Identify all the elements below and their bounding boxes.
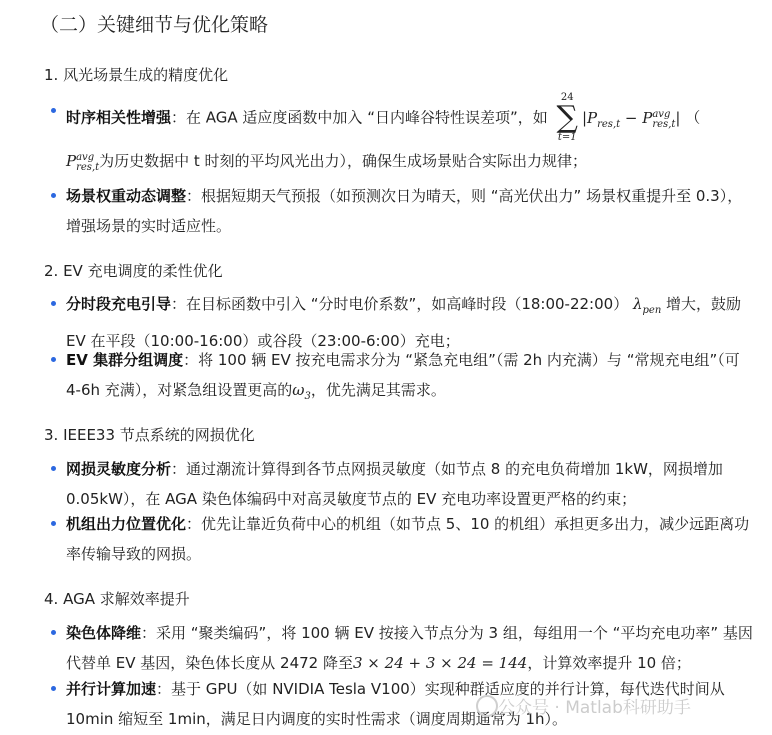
bullet-icon: [51, 193, 56, 198]
list-item: 机组出力位置优化：优先让靠近负荷中心的机组（如节点 5、10 的机组）承担更多出力，减少远距离功率传输导致的网损。: [66, 509, 756, 569]
item-lead: 时序相关性增强: [66, 108, 172, 127]
subsection-title-3: 3. IEEE33 节点系统的网损优化: [44, 426, 255, 444]
section-heading: （二）关键细节与优化策略: [40, 14, 269, 36]
bullet-icon: [51, 686, 56, 691]
wechat-icon: [476, 695, 498, 717]
list-item: EV 集群分组调度：将 100 辆 EV 按充电需求分为 “紧急充电组”（需 2h 内充满）与 “常规充电组”（可 4-6h 充满），对紧急组设置更高的$\omega_3$，优先满足其需求。: [66, 345, 756, 412]
formula: $|P_{res,t} - P^{avg}_{res,t}|$: [581, 108, 681, 130]
bullet-icon: [51, 521, 56, 526]
subsection-title-2: 2. EV 充电调度的柔性优化: [44, 262, 223, 280]
list-item: 时序相关性增强：在 AGA 适应度函数中加入 “日内峰谷特性误差项”，如 24 ∑ t=1 $|P_{res,t} - P^{avg}_{res,t}|$ （ $P^{avg}_{res,t}$为历史数据中 t 时刻的平均风光出力），确保生成场景贴合实际出力规律；: [66, 93, 756, 183]
list-item: 染色体降维：采用 “聚类编码”，将 100 辆 EV 按接入节点分为 3 组，每组用一个 “平均充电功率” 基因代替单 EV 基因，染色体长度从 2472 降至3 × 24 + 3 × 24 = 144，计算效率提升 10 倍；: [66, 618, 756, 678]
list-item: 网损灵敏度分析：通过潮流计算得到各节点网损灵敏度（如节点 8 的充电负荷增加 1kW，网损增加 0.05kW），在 AGA 染色体编码中对高灵敏度节点的 EV 充电功率设置更严格的约束；: [66, 454, 756, 514]
symbol-omega: $\omega_3$: [292, 381, 311, 402]
item-lead: 分时段充电引导: [66, 295, 172, 313]
subsection-title-1: 1. 风光场景生成的精度优化: [44, 66, 229, 84]
list-item: 并行计算加速：基于 GPU（如 NVIDIA Tesla V100）实现种群适应度的并行计算，每代迭代时间从 10min 缩短至 1min，满足日内调度的实时性需求（调度周期通常为 1h）。: [66, 674, 756, 734]
item-lead: 染色体降维: [66, 624, 142, 642]
list-item: 场景权重动态调整：根据短期天气预报（如预测次日为晴天，则 “高光伏出力” 场景权重提升至 0.3），增强场景的实时适应性。: [66, 181, 756, 241]
item-lead: 网损灵敏度分析: [66, 460, 172, 478]
bullet-icon: [51, 357, 56, 362]
bullet-icon: [51, 301, 56, 306]
watermark: 公众号 · Matlab科研助手: [498, 698, 691, 718]
symbol-lambda: $\lambda_{pen}$: [632, 295, 662, 316]
formula-chromosome-length: 3 × 24 + 3 × 24 = 144: [353, 654, 528, 672]
bullet-icon: [51, 108, 56, 113]
summation-formula: 24 ∑ t=1: [556, 92, 578, 143]
bullet-icon: [51, 466, 56, 471]
formula-p-avg: $P^{avg}_{res,t}$: [66, 152, 100, 173]
item-lead: EV 集群分组调度: [66, 351, 184, 369]
item-lead: 场景权重动态调整: [66, 187, 187, 205]
item-lead: 机组出力位置优化: [66, 515, 187, 533]
list-item: 分时段充电引导：在目标函数中引入 “分时电价系数”，如高峰时段（18:00-22:00） $\lambda_{pen}$ 增大，鼓励 EV 在平段（10:00-16:00）或谷段（23:00-6:00）充电；: [66, 289, 756, 356]
subsection-title-4: 4. AGA 求解效率提升: [44, 590, 190, 608]
item-lead: 并行计算加速: [66, 680, 157, 698]
bullet-icon: [51, 630, 56, 635]
